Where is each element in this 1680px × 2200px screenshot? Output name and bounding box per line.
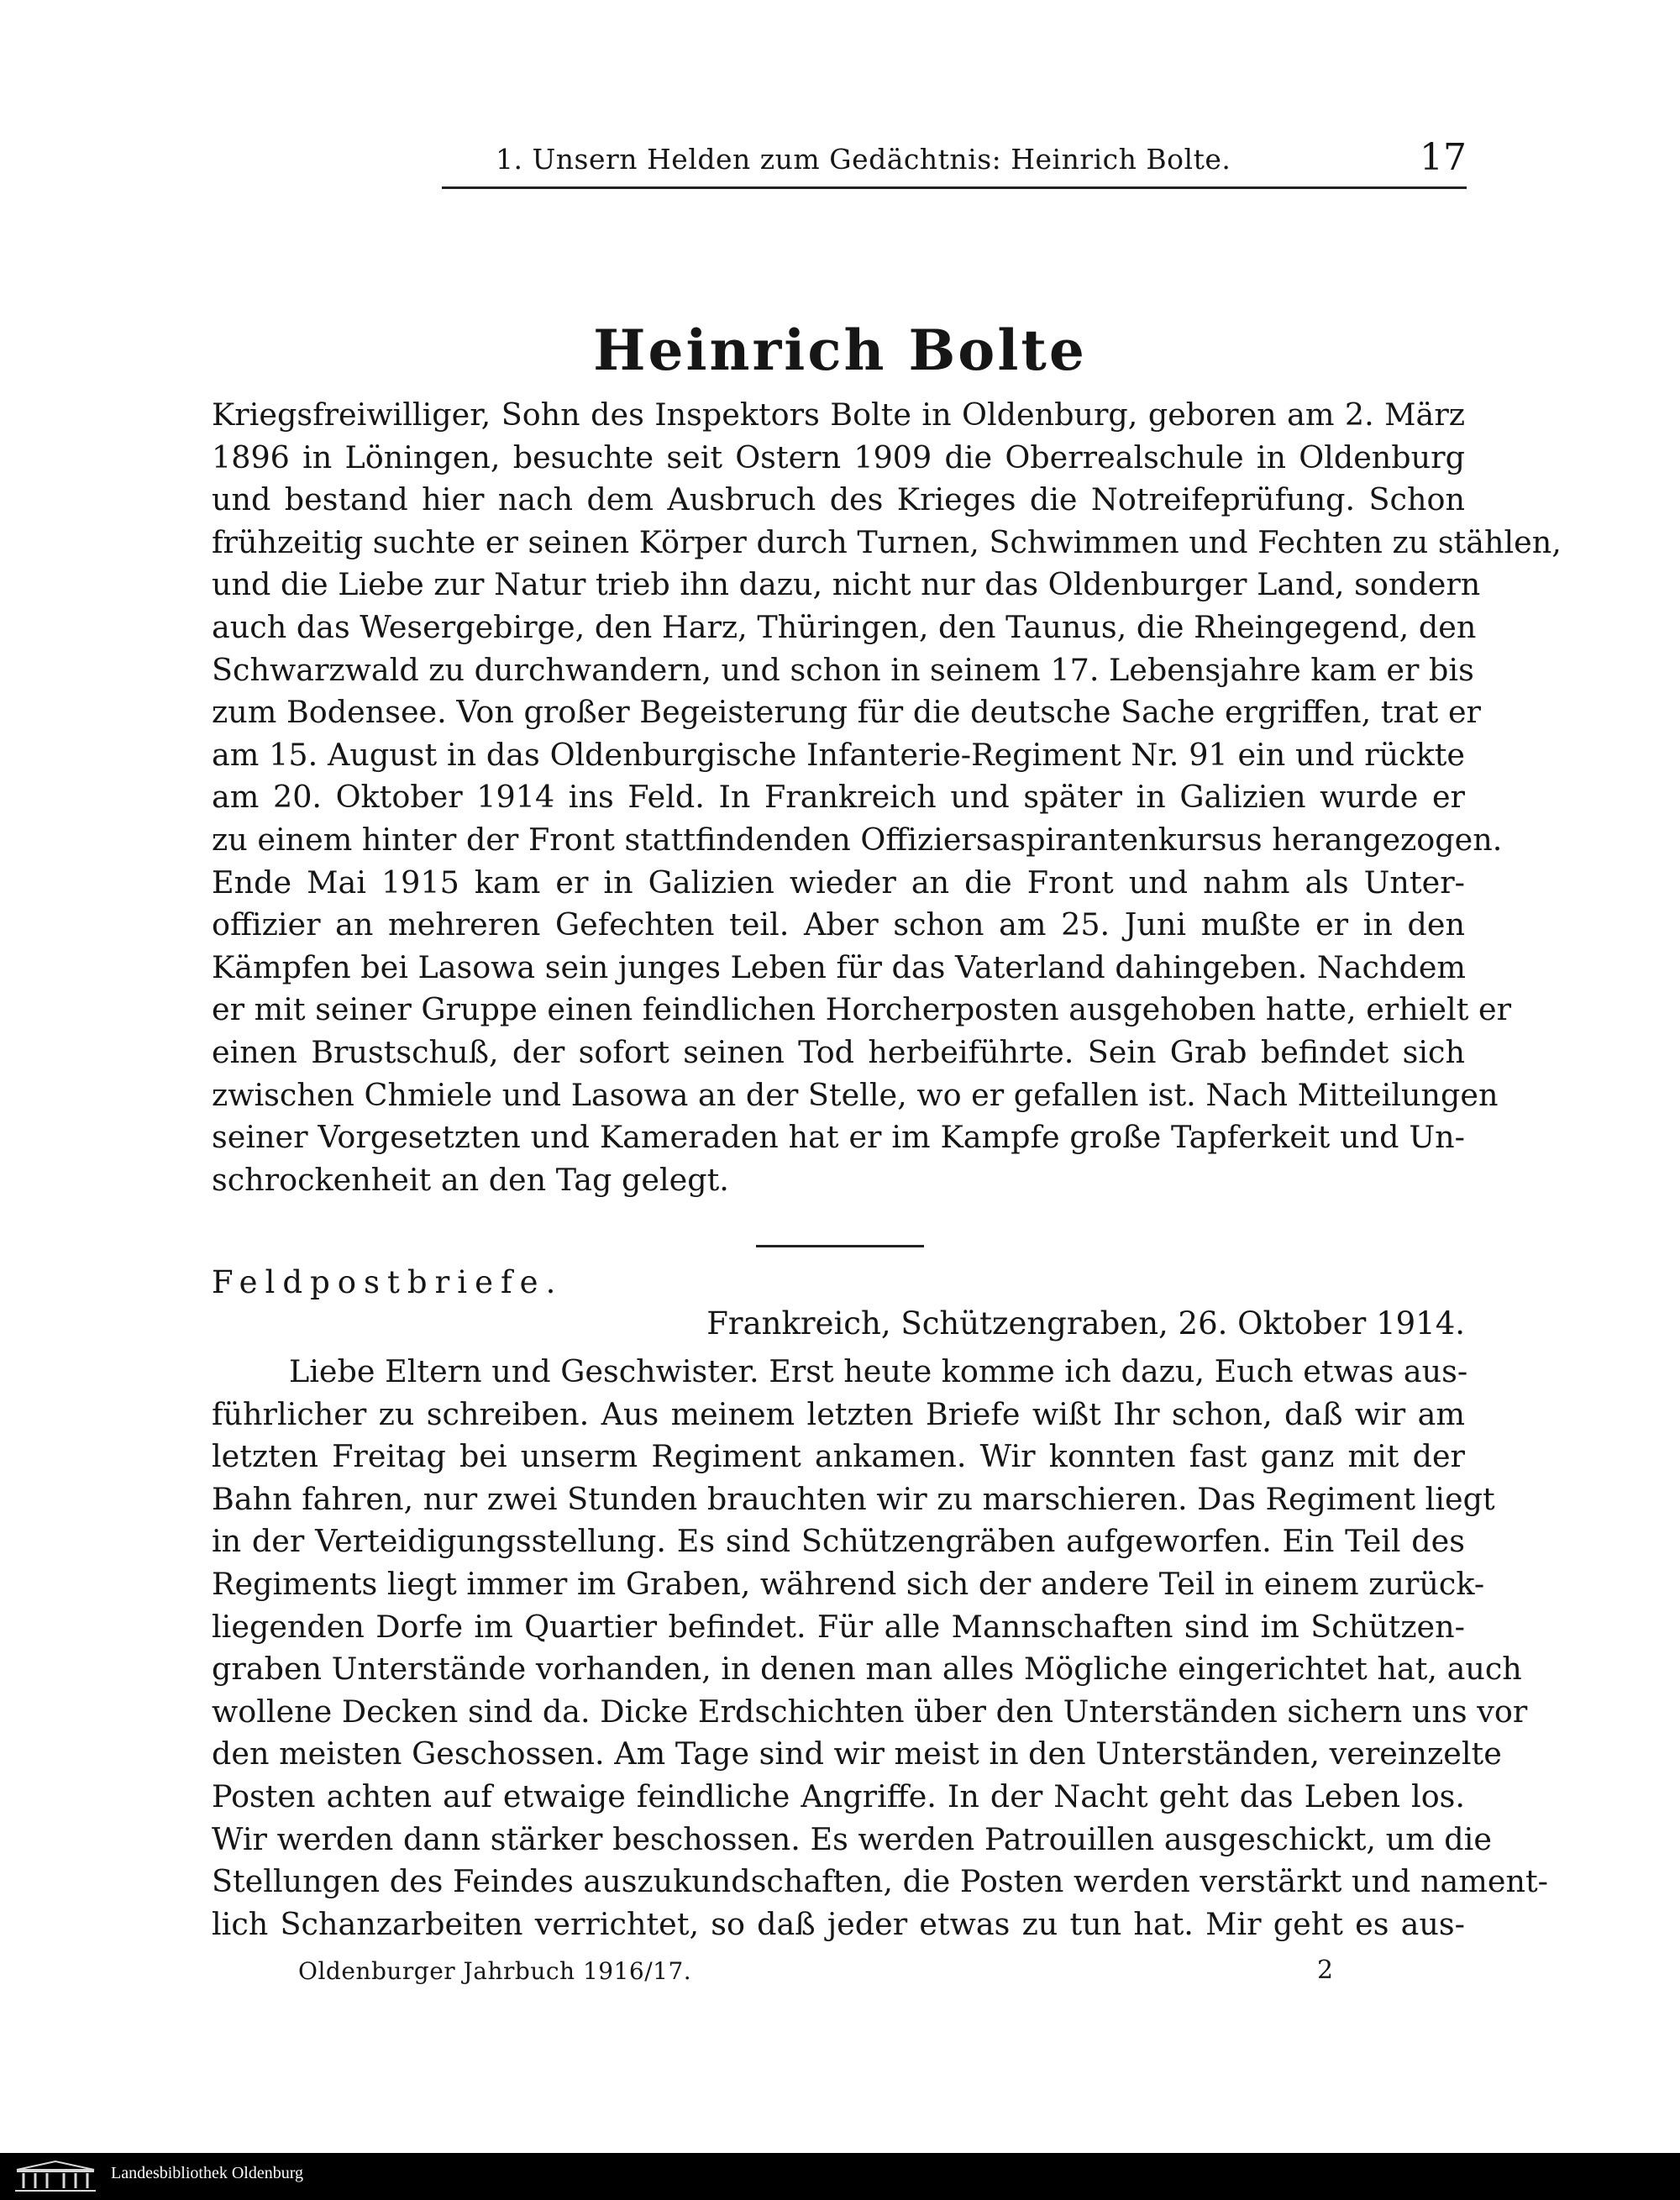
text-line: Ende Mai 1915 kam er in Galizien wieder an die Front und nahm als Unter- — [212, 864, 1465, 900]
signature-mark: 2 — [1317, 1956, 1334, 1985]
text-line: am 20. Oktober 1914 ins Feld. In Frankreich und später in Galizien wurde er — [212, 779, 1465, 816]
text-line: Bahn fahren, nur zwei Stunden brauchten wir zu marschieren. Das Regiment liegt — [212, 1480, 1495, 1517]
text-line: frühzeitig suchte er seinen Körper durch Turnen, Schwimmen und Fechten zu stählen, — [212, 523, 1562, 560]
text-line: graben Unterstände vorhanden, in denen man alles Mögliche eingerichtet hat, auch — [212, 1651, 1522, 1688]
text-line: Kriegsfreiwilliger, Sohn des Inspektors Bolte in Oldenburg, geboren am 2. März — [212, 396, 1465, 433]
text-line: offizier an mehreren Gefechten teil. Aber schon am 25. Juni mußte er in den — [212, 906, 1465, 943]
text-line: führlicher zu schreiben. Aus meinem letzten Briefe wißt Ihr schon, daß wir am — [212, 1395, 1465, 1432]
text-line: auch das Wesergebirge, den Harz, Thüringen, den Taunus, die Rheingegend, den — [212, 608, 1477, 645]
text-line: seiner Vorgesetzten und Kameraden hat er im Kampfe große Tapferkeit und Un- — [212, 1119, 1465, 1156]
text-line: den meisten Geschossen. Am Tage sind wir meist in den Unterständen, vereinzelte — [212, 1735, 1502, 1772]
text-line: am 15. August in das Oldenburgische Infanterie-Regiment Nr. 91 ein und rückte — [212, 736, 1465, 773]
page-number: 17 — [1420, 136, 1467, 179]
biography-paragraph — [212, 394, 1562, 1201]
text-line: lich Schanzarbeiten verrichtet, so daß jeder etwas zu tun hat. Mir geht es aus- — [212, 1905, 1465, 1942]
text-line: Liebe Eltern und Geschwister. Erst heute komme ich dazu, Euch etwas aus- — [289, 1353, 1468, 1389]
text-line: wollene Decken sind da. Dicke Erdschichten über den Unterständen sichern uns vor — [212, 1693, 1528, 1730]
text-line: 1896 in Löningen, besuchte seit Ostern 1909 die Oberrealschule in Oldenburg — [212, 438, 1465, 475]
text-line: in der Verteidigungsstellung. Es sind Schützengräben aufgeworfen. Ein Teil des — [212, 1523, 1465, 1560]
footer-source: Oldenburger Jahrbuch 1916/17. — [298, 1957, 692, 1985]
letter-dateline: Frankreich, Schützengraben, 26. Oktober 1914. — [706, 1305, 1465, 1342]
text-line: Kämpfen bei Lasowa sein junges Leben für das Vaterland dahingeben. Nachdem — [212, 948, 1467, 985]
article-title: Heinrich Bolte — [593, 318, 1087, 383]
text-line: letzten Freitag bei unserm Regiment ankamen. Wir konnten fast ganz mit der — [212, 1438, 1465, 1475]
text-line: schrockenheit an den Tag gelegt. — [212, 1161, 729, 1198]
running-title: 1. Unsern Helden zum Gedächtnis: Heinrich Bolte. — [496, 143, 1231, 176]
text-line: Stellungen des Feindes auszukundschaften, die Posten werden verstärkt und nament- — [212, 1863, 1548, 1900]
text-line: Posten achten auf etwaige feindliche Angriffe. In der Nacht geht das Leben los. — [212, 1777, 1465, 1814]
text-line: zwischen Chmiele und Lasowa an der Stelle, wo er gefallen ist. Nach Mitteilungen — [212, 1076, 1499, 1113]
text-line: Regiments liegt immer im Graben, während sich der andere Teil in einem zurück- — [212, 1565, 1485, 1602]
section-heading: Feldpostbriefe. — [212, 1264, 564, 1300]
library-building-icon — [12, 2160, 99, 2193]
header-rule — [442, 186, 1467, 189]
text-line: zu einem hinter der Front stattfindenden Offiziersaspirantenkursus herangezogen. — [212, 821, 1503, 858]
running-header — [442, 136, 1467, 188]
section-divider — [756, 1245, 924, 1247]
text-line: Schwarzwald zu durchwandern, und schon in seinem 17. Lebensjahre kam er bis — [212, 651, 1474, 688]
library-bar — [0, 2153, 1680, 2200]
text-line: Wir werden dann stärker beschossen. Es werden Patrouillen ausgeschickt, um die — [212, 1820, 1492, 1857]
text-line: einen Brustschuß, der sofort seinen Tod herbeiführte. Sein Grab befindet sich — [212, 1033, 1465, 1070]
letter-paragraph — [212, 1351, 1548, 1945]
library-name: Landesbibliothek Oldenburg — [111, 2164, 304, 2182]
text-line: und bestand hier nach dem Ausbruch des Krieges die Notreifeprüfung. Schon — [212, 481, 1465, 518]
text-line: er mit seiner Gruppe einen feindlichen Horcherposten ausgehoben hatte, erhielt er — [212, 991, 1512, 1028]
text-line: und die Liebe zur Natur trieb ihn dazu, nicht nur das Oldenburger Land, sondern — [212, 566, 1481, 603]
text-line: zum Bodensee. Von großer Begeisterung für die deutsche Sache ergriffen, trat er — [212, 694, 1481, 731]
text-line: liegenden Dorfe im Quartier befindet. Für alle Mannschaften sind im Schützen- — [212, 1608, 1465, 1645]
